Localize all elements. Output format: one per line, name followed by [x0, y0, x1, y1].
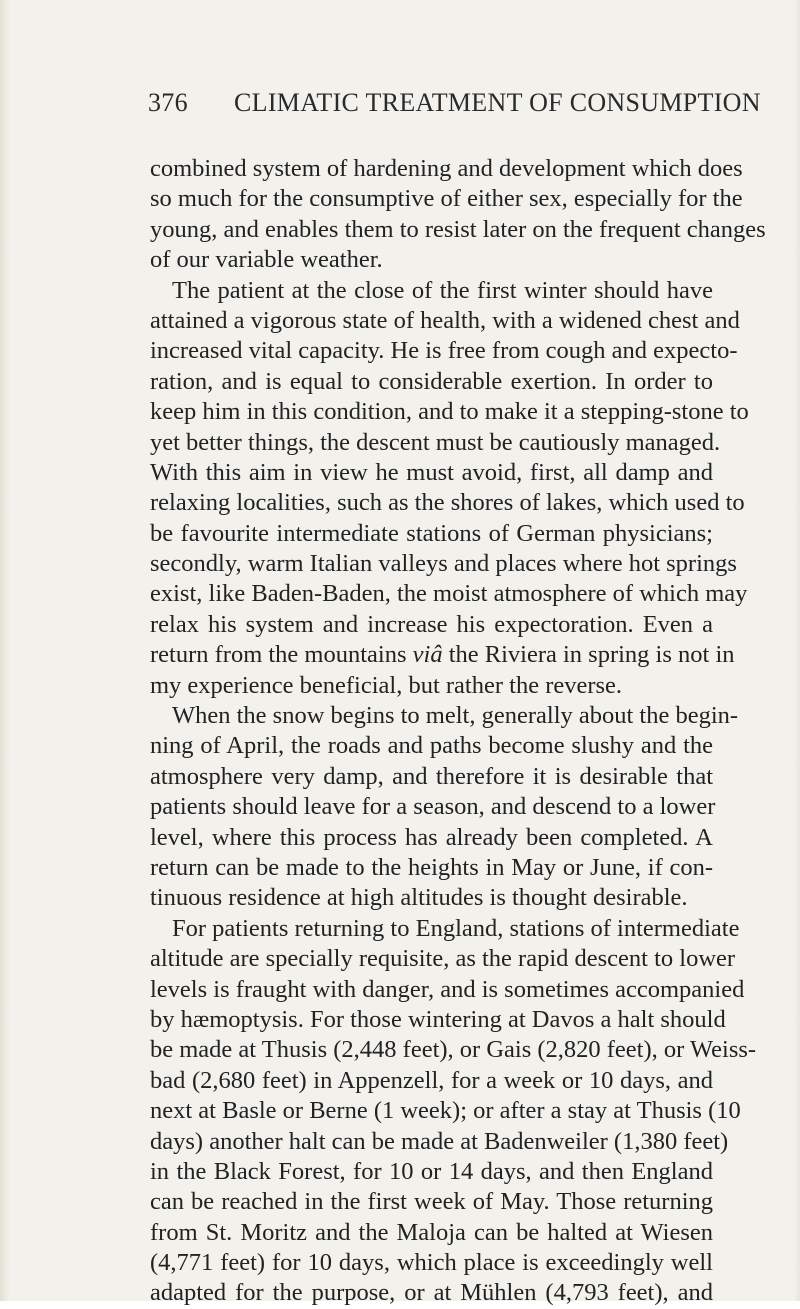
running-header [148, 88, 761, 124]
text-line: bad (2,680 feet) in Appenzell, for a week or 10 days, and [150, 1066, 713, 1094]
text-line: relax his system and increase his expectoration. Even a [150, 610, 713, 638]
text-line: altitude are specially requisite, as the rapid descent to lower [150, 945, 736, 973]
text-line: For patients returning to England, stations of intermediate [172, 914, 740, 942]
text-line: relaxing localities, such as the shores of lakes, which used to [150, 489, 745, 517]
text-line: of our variable weather. [150, 246, 383, 274]
page-edge [794, 0, 800, 1301]
text-line: With this aim in view he must avoid, first, all damp and [150, 458, 713, 486]
text-line: by hæmoptysis. For those wintering at Davos a halt should [150, 1005, 726, 1033]
italic-word: viâ [412, 641, 443, 669]
text-line: atmosphere very damp, and therefore it is desirable that [150, 762, 713, 790]
text-line: increased vital capacity. He is free from cough and expecto- [150, 337, 738, 365]
text-line: so much for the consumptive of either sex, especially for the [150, 185, 743, 213]
text-line: (4,771 feet) for 10 days, which place is exceedingly well [150, 1249, 713, 1277]
text-line: keep him in this condition, and to make it a stepping-stone to [150, 398, 749, 426]
text-line: adapted for the purpose, or at Mühlen (4,793 feet), and [150, 1279, 713, 1307]
text-line: young, and enables them to resist later on the frequent changes [150, 215, 766, 243]
page-number: 376 [148, 88, 188, 117]
text-line: can be reached in the first week of May. Those returning [150, 1188, 713, 1216]
binding-edge [0, 0, 10, 1301]
text-line: ration, and is equal to considerable exertion. In order to [150, 367, 713, 395]
text-fragment: return from the mountains [150, 641, 413, 669]
text-line: be favourite intermediate stations of German physicians; [150, 519, 713, 547]
text-line: tinuous residence at high altitudes is thought desirable. [150, 884, 688, 912]
text-line: combined system of hardening and development which does [150, 155, 743, 182]
text-line: be made at Thusis (2,448 feet), or Gais (2,820 feet), or Weiss- [150, 1036, 757, 1064]
text-line: days) another halt can be made at Badenweiler (1,380 feet) [150, 1127, 729, 1155]
text-line: return can be made to the heights in May or June, if con- [150, 853, 713, 881]
text-line: The patient at the close of the first winter should have [172, 276, 713, 304]
text-line: attained a vigorous state of health, with a widened chest and [150, 306, 740, 334]
running-title: CLIMATIC TREATMENT OF CONSUMPTION [234, 88, 761, 117]
body-text [150, 154, 766, 1309]
text-line: secondly, warm Italian valleys and places where hot springs [150, 550, 737, 578]
text-line: When the snow begins to melt, generally about the begin- [172, 702, 739, 730]
text-line: next at Basle or Berne (1 week); or after a stay at Thusis (10 [150, 1097, 741, 1125]
text-line: from St. Moritz and the Maloja can be halted at Wiesen [150, 1218, 713, 1246]
text-line: levels is fraught with danger, and is sometimes accompanied [150, 975, 745, 1003]
text-line: my experience beneficial, but rather the reverse. [150, 671, 623, 699]
text-line: ning of April, the roads and paths become slushy and the [150, 732, 713, 760]
text-fragment: the Riviera in spring is not in [448, 641, 735, 669]
text-line: patients should leave for a season, and descend to a lower [150, 793, 716, 821]
text-line: in the Black Forest, for 10 or 14 days, and then England [150, 1157, 713, 1185]
text-line-with-italic [150, 640, 735, 670]
text-line: yet better things, the descent must be cautiously managed. [150, 428, 721, 456]
text-line: exist, like Baden-Baden, the moist atmosphere of which may [150, 580, 748, 608]
text-line: level, where this process has already been completed. A [150, 823, 713, 851]
